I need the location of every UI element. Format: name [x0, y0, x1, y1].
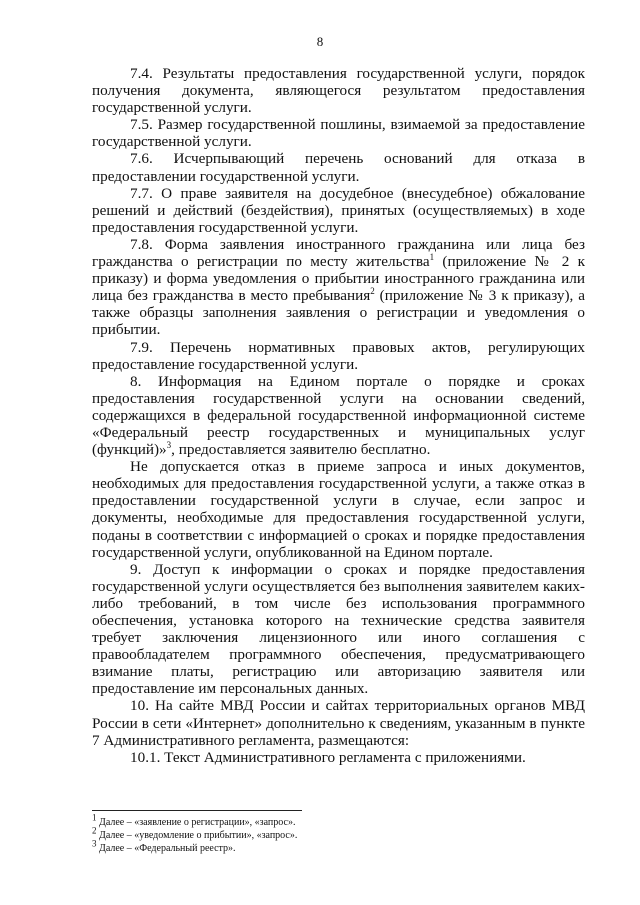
paragraph-7-6: 7.6. Исчерпывающий перечень оснований для отказа в предоставлении государственной услуги. — [92, 150, 585, 185]
paragraph-7-8-part-2: (приложение № 2 к приказу) и форма уведомления о прибытии иностранного гражданина или лица без гражданства в место пребывания — [92, 253, 585, 305]
paragraph-9: 9. Доступ к информации о сроках и порядке предоставления государственной услуги осуществляется без выполнения заявителем каких-либо требований, в том числе без использования программного обеспечения, установка которого на технические средства заявителя требует заключения лицензионного или иного соглашения с правообладателем программного обеспечения, предусматривающего взимание платы, регистрацию или авторизацию заявителя или предоставление им персональных данных. — [92, 560, 585, 698]
paragraph-7-8-part-3: (приложение № 3 к приказу), а также образцы заполнения заявления о регистрации и уведомления о прибытии. — [92, 287, 585, 339]
footnote-text: Далее – «Федеральный реестр». — [99, 843, 236, 854]
paragraph-8-part-2: , предоставляется заявителю бесплатно. — [171, 441, 431, 459]
footnote-mark: 2 — [92, 825, 97, 836]
paragraph-8-part-1: 8. Информация на Едином портале о порядке и сроках предоставления государственной услуги на основании сведений, содержащихся в федеральной государственной информационной системе «Федеральный реестр государственных и муниципальных услуг (функций)» — [92, 372, 585, 459]
paragraph-7-9: 7.9. Перечень нормативных правовых актов, регулирующих предоставление государственной услуги. — [92, 338, 585, 373]
document-body — [92, 65, 585, 766]
footnote-ref-1: 1 — [429, 251, 435, 262]
footnote-text: Далее – «заявление о регистрации», «запрос». — [99, 817, 296, 828]
paragraph-10: 10. На сайте МВД России и сайтах территориальных органов МВД России в сети «Интернет» дополнительно к сведениям, указанным в пункте 7 Административного регламента, размещаются: — [92, 697, 585, 749]
footnote-mark: 3 — [92, 838, 97, 849]
footnote-2 — [92, 825, 585, 842]
paragraph-8 — [92, 373, 585, 458]
paragraph-10-1: 10.1. Текст Административного регламента с приложениями. — [130, 748, 526, 766]
footnote-ref-2: 2 — [370, 286, 375, 297]
paragraph-7-4: 7.4. Результаты предоставления государственной услуги, порядок получения документа, являющегося результатом предоставления государственной услуги. — [92, 65, 585, 117]
paragraph-7-8-part-1: 7.8. Форма заявления иностранного гражданина или лица без гражданства о регистрации по месту жительства — [92, 235, 585, 271]
footnote-3 — [92, 838, 585, 855]
footnotes — [92, 810, 585, 855]
footnote-mark: 1 — [92, 812, 97, 823]
footnote-ref-3: 3 — [166, 440, 172, 450]
paragraph-7-8 — [92, 236, 585, 339]
paragraph-7-7: 7.7. О праве заявителя на досудебное (внесудебное) обжалование решений и действий (бездействия), принятых (осуществляемых) в ходе предоставления государственной услуги. — [92, 184, 585, 236]
footnote-text: Далее – «уведомление о прибытии», «запрос». — [99, 830, 298, 841]
footnote-1 — [92, 812, 585, 829]
paragraph-7-5: 7.5. Размер государственной пошлины, взимаемой за предоставление государственной услуги. — [92, 116, 585, 151]
footnote-divider — [92, 810, 302, 811]
page-number: 8 — [316, 34, 324, 49]
paragraph-8-refusal: Не допускается отказ в приеме запроса и иных документов, необходимых для предоставления государственной услуги, а также отказ в предоставлении государственной услуги в случае, если запрос и документы, необходимые для предоставления государственной услуги, поданы в соответствии с информацией о сроках и порядке предоставления государственной услуги, опубликованной на Едином портале. — [92, 458, 585, 561]
